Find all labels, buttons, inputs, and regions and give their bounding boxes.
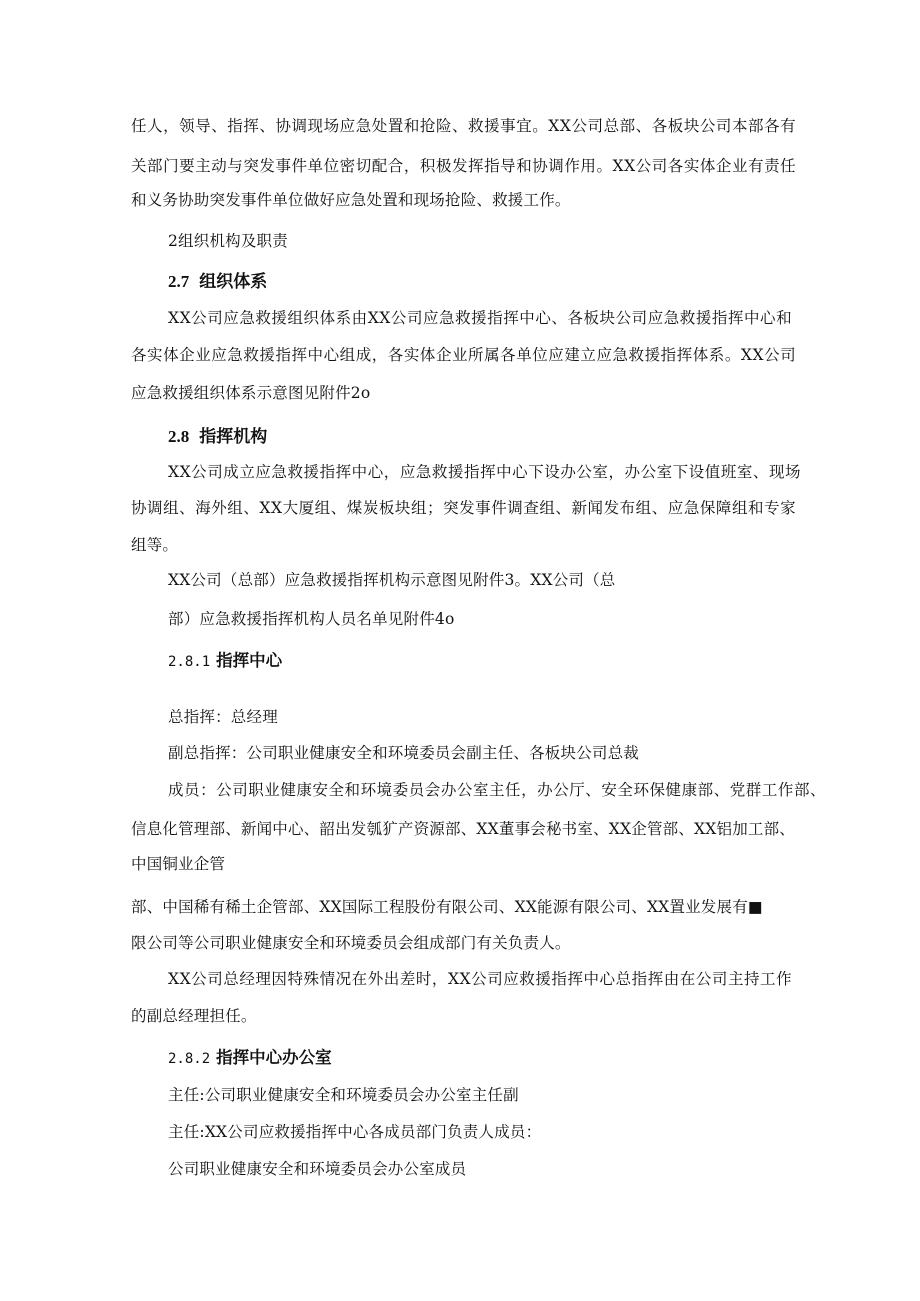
s282-line-3: 公司职业健康安全和环境委员会办公室成员 — [168, 1160, 467, 1178]
intro-line-3: 和义务协助突发事件单位做好应急处置和现场抢险、救援工作。 — [131, 191, 571, 209]
s28-line-1: XX公司成立应急救援指挥中心，应急救援指挥中心下设办公室，办公室下设值班室、现场 — [168, 463, 802, 481]
section-2-8-1-heading — [168, 650, 282, 673]
section-2-7-heading — [168, 271, 267, 293]
section-title: 指挥机构 — [199, 427, 268, 447]
section-number: 2.7 — [168, 272, 190, 291]
s28-line-3: 组等。 — [131, 536, 179, 554]
section-title: 指挥中心办公室 — [216, 1048, 332, 1067]
s282-line-1: 主任:公司职业健康安全和环境委员会办公室主任副 — [168, 1086, 519, 1104]
section-2-8-2-heading — [168, 1047, 332, 1070]
s281-line-9: 的副总经理担任。 — [131, 1007, 257, 1025]
s281-line-6: 部、中国稀有稀土企管部、XX国际工程股份有限公司、XX能源有限公司、XX置业发展有■ — [131, 898, 763, 916]
section-2-8-heading — [168, 426, 267, 448]
s28-line-2: 协调组、海外组、XX大厦组、煤炭板块组；突发事件调查组、新闻发布组、应急保障组和专家 — [131, 499, 797, 517]
intro-line-1: 任人，领导、指挥、协调现场应急处置和抢险、救援事宜。XX公司总部、各板块公司本部各有 — [131, 117, 797, 135]
section-number: 2.8.2 — [168, 1051, 211, 1067]
s281-line-7: 限公司等公司职业健康安全和环境委员会组成部门有关负责人。 — [131, 934, 571, 952]
s28-line-4: XX公司（总部）应急救援指挥机构示意图见附件3。XX公司（总 — [168, 571, 616, 589]
s27-line-1: XX公司应急救援组织体系由XX公司应急救援指挥中心、各板块公司应急救援指挥中心和 — [168, 309, 793, 327]
intro-line-2: 关部门要主动与突发事件单位密切配合，积极发挥指导和协调作用。XX公司各实体企业有责任 — [131, 157, 797, 175]
chapter-title: 2组织机构及职责 — [168, 232, 288, 250]
section-title: 组织体系 — [199, 272, 268, 292]
section-title: 指挥中心 — [216, 651, 283, 670]
s28-line-5: 部）应急救援指挥机构人员名单见附件4o — [168, 610, 455, 628]
s281-line-3: 成员：公司职业健康安全和环境委员会办公室主任，办公厅、安全环保健康部、党群工作部、 — [168, 781, 827, 799]
s281-line-8: XX公司总经理因特殊情况在外出差时，XX公司应救援指挥中心总指挥由在公司主持工作 — [168, 970, 793, 988]
section-number: 2.8.1 — [168, 654, 211, 670]
s282-line-2: 主任:XX公司应救援指挥中心各成员部门负责人成员： — [168, 1123, 542, 1141]
s27-line-2: 各实体企业应急救援指挥中心组成，各实体企业所属各单位应建立应急救援指挥体系。XX公司 — [131, 346, 797, 364]
s27-line-3: 应急救援组织体系示意图见附件2o — [131, 384, 371, 402]
s281-line-2: 副总指挥：公司职业健康安全和环境委员会副主任、各板块公司总裁 — [168, 744, 640, 762]
s281-line-4: 信息化管理部、新闻中心、韶出发瓠犷产资源部、XX董事会秘书室、XX企管部、XX铝加工部、 — [131, 820, 796, 838]
s281-line-1: 总指挥：总经理 — [168, 708, 278, 726]
section-number: 2.8 — [168, 427, 190, 446]
s281-line-5: 中国铜业企管 — [131, 855, 226, 873]
